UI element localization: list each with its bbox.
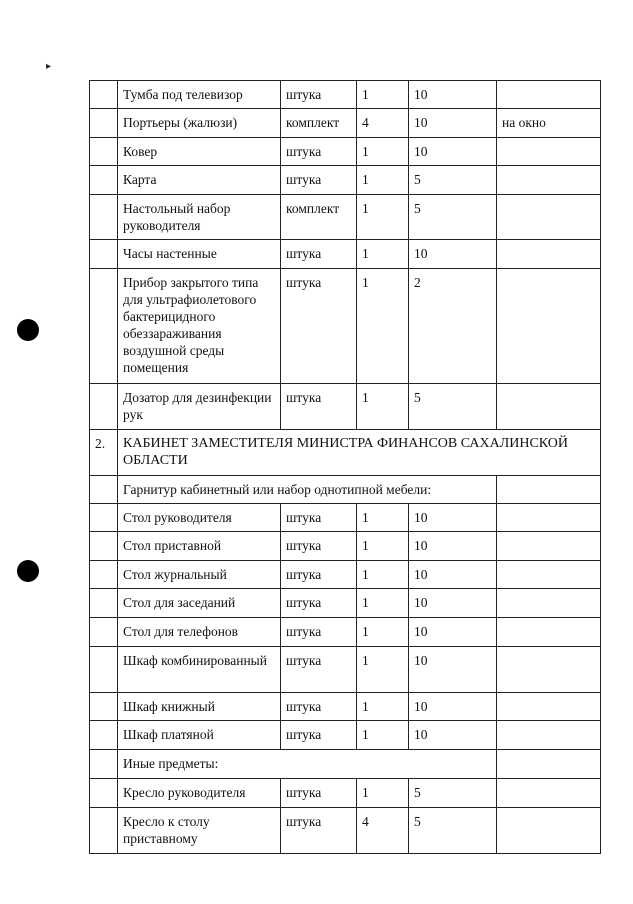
- unit-cell: штука: [281, 269, 357, 384]
- service-years-cell: 10: [409, 81, 497, 109]
- quantity-cell: 1: [357, 589, 409, 618]
- service-years-cell: 5: [409, 384, 497, 430]
- quantity-cell: 4: [357, 109, 409, 138]
- quantity-cell: 1: [357, 693, 409, 721]
- table-row: [90, 138, 601, 166]
- section-row: [90, 430, 601, 476]
- service-years-cell: 5: [409, 779, 497, 808]
- quantity-cell: 4: [357, 808, 409, 854]
- table-row: [90, 240, 601, 269]
- item-name-cell: Шкаф платяной: [118, 721, 281, 750]
- quantity-cell: 1: [357, 81, 409, 109]
- note-cell: [497, 779, 601, 808]
- note-cell: [497, 240, 601, 269]
- service-years-cell: 10: [409, 618, 497, 647]
- service-years-cell: 5: [409, 166, 497, 195]
- unit-cell: штука: [281, 693, 357, 721]
- section-number: 2.: [90, 430, 118, 476]
- row-number-cell: [90, 808, 118, 854]
- item-name-cell: Часы настенные: [118, 240, 281, 269]
- row-number-cell: [90, 779, 118, 808]
- table-row: [90, 109, 601, 138]
- row-number-cell: [90, 561, 118, 589]
- unit-cell: штука: [281, 166, 357, 195]
- service-years-cell: 10: [409, 589, 497, 618]
- unit-cell: штука: [281, 561, 357, 589]
- subheader-other: Иные предметы:: [118, 750, 497, 779]
- table-subheader-other: [90, 750, 601, 779]
- inventory-table: [89, 80, 601, 854]
- unit-cell: штука: [281, 721, 357, 750]
- table-cell: [497, 750, 601, 779]
- quantity-cell: 1: [357, 561, 409, 589]
- quantity-cell: 1: [357, 618, 409, 647]
- unit-cell: комплект: [281, 195, 357, 240]
- table-section: [90, 430, 601, 504]
- service-years-cell: 10: [409, 721, 497, 750]
- item-name-cell: Кресло к столу приставному: [118, 808, 281, 854]
- punch-hole-bottom: [17, 560, 39, 582]
- note-cell: [497, 589, 601, 618]
- punch-hole-top: [17, 319, 39, 341]
- unit-cell: штука: [281, 138, 357, 166]
- table-row: [90, 384, 601, 430]
- subheader-row-other: [90, 750, 601, 779]
- table-body-top: [90, 81, 601, 430]
- row-number-cell: [90, 532, 118, 561]
- row-number-cell: [90, 647, 118, 693]
- item-name-cell: Настольный набор руководителя: [118, 195, 281, 240]
- unit-cell: комплект: [281, 109, 357, 138]
- unit-cell: штука: [281, 81, 357, 109]
- service-years-cell: 10: [409, 561, 497, 589]
- item-name-cell: Ковер: [118, 138, 281, 166]
- quantity-cell: 1: [357, 166, 409, 195]
- service-years-cell: 5: [409, 808, 497, 854]
- note-cell: [497, 647, 601, 693]
- item-name-cell: Карта: [118, 166, 281, 195]
- row-number-cell: [90, 693, 118, 721]
- unit-cell: штука: [281, 618, 357, 647]
- note-cell: [497, 532, 601, 561]
- note-cell: [497, 561, 601, 589]
- item-name-cell: Стол приставной: [118, 532, 281, 561]
- row-number-cell: [90, 195, 118, 240]
- service-years-cell: 10: [409, 240, 497, 269]
- item-name-cell: Стол журнальный: [118, 561, 281, 589]
- quantity-cell: 1: [357, 195, 409, 240]
- subheader-furniture: Гарнитур кабинетный или набор однотипной мебели:: [118, 476, 497, 504]
- note-cell: [497, 269, 601, 384]
- table-row: [90, 693, 601, 721]
- row-number-cell: [90, 384, 118, 430]
- quantity-cell: 1: [357, 532, 409, 561]
- quantity-cell: 1: [357, 721, 409, 750]
- scan-speck: ▸: [46, 61, 52, 72]
- note-cell: [497, 693, 601, 721]
- quantity-cell: 1: [357, 269, 409, 384]
- row-number-cell: [90, 721, 118, 750]
- table-row: [90, 532, 601, 561]
- table-row: [90, 808, 601, 854]
- row-number-cell: [90, 166, 118, 195]
- row-number-cell: [90, 589, 118, 618]
- table-row: [90, 647, 601, 693]
- note-cell: на окно: [497, 109, 601, 138]
- quantity-cell: 1: [357, 504, 409, 532]
- section-title: КАБИНЕТ ЗАМЕСТИТЕЛЯ МИНИСТРА ФИНАНСОВ САХАЛИНСКОЙ ОБЛАСТИ: [118, 430, 601, 476]
- unit-cell: штука: [281, 647, 357, 693]
- unit-cell: штука: [281, 532, 357, 561]
- service-years-cell: 2: [409, 269, 497, 384]
- row-number-cell: [90, 109, 118, 138]
- item-name-cell: Кресло руководителя: [118, 779, 281, 808]
- table-row: [90, 589, 601, 618]
- item-name-cell: Прибор закрытого типа для ультрафиолетового бактерицидного обеззараживания воздушной среды помещения: [118, 269, 281, 384]
- row-number-cell: [90, 81, 118, 109]
- item-name-cell: Стол для телефонов: [118, 618, 281, 647]
- note-cell: [497, 808, 601, 854]
- table-cell: [497, 476, 601, 504]
- note-cell: [497, 166, 601, 195]
- unit-cell: штука: [281, 779, 357, 808]
- quantity-cell: 1: [357, 138, 409, 166]
- note-cell: [497, 618, 601, 647]
- quantity-cell: 1: [357, 647, 409, 693]
- service-years-cell: 10: [409, 647, 497, 693]
- service-years-cell: 10: [409, 504, 497, 532]
- item-name-cell: Портьеры (жалюзи): [118, 109, 281, 138]
- unit-cell: штука: [281, 240, 357, 269]
- service-years-cell: 10: [409, 693, 497, 721]
- item-name-cell: Шкаф комбинированный: [118, 647, 281, 693]
- unit-cell: штука: [281, 504, 357, 532]
- table-cell: [90, 750, 118, 779]
- row-number-cell: [90, 240, 118, 269]
- unit-cell: штука: [281, 589, 357, 618]
- table-row: [90, 269, 601, 384]
- table-row: [90, 81, 601, 109]
- item-name-cell: Стол руководителя: [118, 504, 281, 532]
- table-row: [90, 618, 601, 647]
- table-row: [90, 504, 601, 532]
- table-cell: [90, 476, 118, 504]
- note-cell: [497, 138, 601, 166]
- quantity-cell: 1: [357, 240, 409, 269]
- quantity-cell: 1: [357, 384, 409, 430]
- quantity-cell: 1: [357, 779, 409, 808]
- row-number-cell: [90, 269, 118, 384]
- service-years-cell: 10: [409, 532, 497, 561]
- item-name-cell: Стол для заседаний: [118, 589, 281, 618]
- table-row: [90, 195, 601, 240]
- note-cell: [497, 721, 601, 750]
- table-row: [90, 561, 601, 589]
- item-name-cell: Тумба под телевизор: [118, 81, 281, 109]
- note-cell: [497, 81, 601, 109]
- table-row: [90, 779, 601, 808]
- row-number-cell: [90, 504, 118, 532]
- item-name-cell: Шкаф книжный: [118, 693, 281, 721]
- service-years-cell: 10: [409, 138, 497, 166]
- note-cell: [497, 504, 601, 532]
- table-row: [90, 166, 601, 195]
- note-cell: [497, 384, 601, 430]
- unit-cell: штука: [281, 808, 357, 854]
- table-row: [90, 721, 601, 750]
- item-name-cell: Дозатор для дезинфекции рук: [118, 384, 281, 430]
- row-number-cell: [90, 618, 118, 647]
- service-years-cell: 5: [409, 195, 497, 240]
- table-body-furniture: [90, 504, 601, 750]
- note-cell: [497, 195, 601, 240]
- table-body-other: [90, 779, 601, 854]
- row-number-cell: [90, 138, 118, 166]
- unit-cell: штука: [281, 384, 357, 430]
- subheader-row-furniture: [90, 476, 601, 504]
- service-years-cell: 10: [409, 109, 497, 138]
